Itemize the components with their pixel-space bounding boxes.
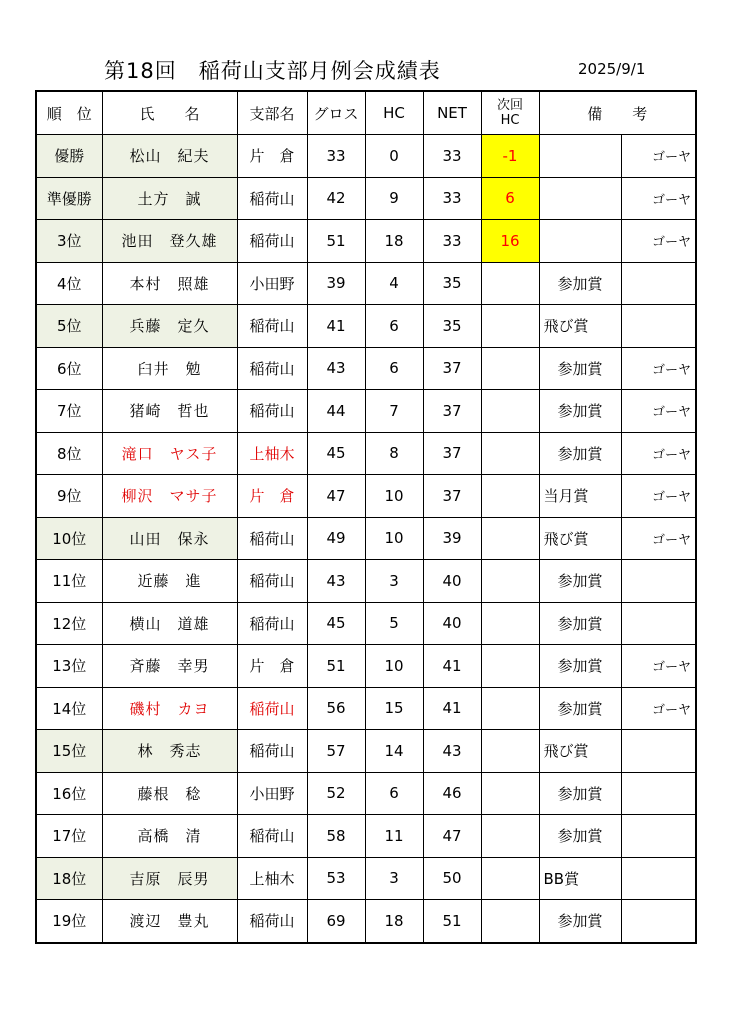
branch-cell: 稲荷山: [237, 347, 307, 390]
next-hc-cell: [481, 645, 539, 688]
table-row: [36, 347, 696, 390]
net-cell: 50: [423, 857, 481, 900]
next-hc-cell: 6: [481, 177, 539, 220]
remark-cell: 飛び賞: [539, 730, 621, 773]
name-cell: 近藤 進: [102, 560, 237, 603]
hc-cell: 18: [365, 900, 423, 943]
hc-cell: 15: [365, 687, 423, 730]
goya-cell: ゴーヤ: [621, 432, 696, 475]
header-rank: 順 位: [36, 91, 102, 135]
table-row: [36, 900, 696, 943]
next-hc-cell: [481, 687, 539, 730]
branch-cell: 稲荷山: [237, 900, 307, 943]
header-next-hc-line2: HC: [500, 113, 520, 128]
goya-cell: ゴーヤ: [621, 177, 696, 220]
hc-cell: 6: [365, 305, 423, 348]
rank-cell: 8位: [36, 432, 102, 475]
net-cell: 47: [423, 815, 481, 858]
remark-cell: 参加賞: [539, 347, 621, 390]
remark-cell: BB賞: [539, 857, 621, 900]
hc-cell: 6: [365, 347, 423, 390]
gross-cell: 52: [307, 772, 365, 815]
rank-cell: 19位: [36, 900, 102, 943]
table-row: [36, 177, 696, 220]
branch-cell: 稲荷山: [237, 177, 307, 220]
branch-cell: 片 倉: [237, 475, 307, 518]
hc-cell: 3: [365, 857, 423, 900]
goya-cell: [621, 730, 696, 773]
branch-cell: 稲荷山: [237, 815, 307, 858]
gross-cell: 53: [307, 857, 365, 900]
rank-cell: 13位: [36, 645, 102, 688]
header-gross: グロス: [307, 91, 365, 135]
goya-cell: [621, 602, 696, 645]
table-row: [36, 305, 696, 348]
gross-cell: 58: [307, 815, 365, 858]
remark-cell: 参加賞: [539, 602, 621, 645]
next-hc-cell: [481, 730, 539, 773]
rank-cell: 17位: [36, 815, 102, 858]
rank-cell: 14位: [36, 687, 102, 730]
header-next-hc-line1: 次回: [496, 98, 523, 113]
name-cell: 磯村 カヨ: [102, 687, 237, 730]
gross-cell: 44: [307, 390, 365, 433]
hc-cell: 10: [365, 475, 423, 518]
branch-cell: 稲荷山: [237, 390, 307, 433]
next-hc-cell: [481, 390, 539, 433]
remark-cell: 参加賞: [539, 815, 621, 858]
remark-cell: 参加賞: [539, 900, 621, 943]
remark-cell: 飛び賞: [539, 517, 621, 560]
remark-cell: [539, 135, 621, 178]
goya-cell: ゴーヤ: [621, 135, 696, 178]
gross-cell: 49: [307, 517, 365, 560]
gross-cell: 42: [307, 177, 365, 220]
branch-cell: 上柚木: [237, 432, 307, 475]
table-row: [36, 220, 696, 263]
goya-cell: [621, 815, 696, 858]
remark-cell: [539, 220, 621, 263]
rank-cell: 15位: [36, 730, 102, 773]
header-net: NET: [423, 91, 481, 135]
table-row: [36, 602, 696, 645]
next-hc-cell: [481, 262, 539, 305]
results-table: [35, 90, 697, 944]
results-body: [36, 135, 696, 943]
name-cell: 松山 紀夫: [102, 135, 237, 178]
goya-cell: ゴーヤ: [621, 475, 696, 518]
rank-cell: 10位: [36, 517, 102, 560]
next-hc-cell: [481, 517, 539, 560]
net-cell: 41: [423, 645, 481, 688]
next-hc-cell: [481, 347, 539, 390]
gross-cell: 51: [307, 220, 365, 263]
name-cell: 山田 保永: [102, 517, 237, 560]
header-remarks: 備 考: [539, 91, 696, 135]
rank-cell: 11位: [36, 560, 102, 603]
next-hc-cell: [481, 432, 539, 475]
name-cell: 高橋 清: [102, 815, 237, 858]
remark-cell: 当月賞: [539, 475, 621, 518]
next-hc-cell: [481, 560, 539, 603]
remark-cell: 参加賞: [539, 772, 621, 815]
hc-cell: 3: [365, 560, 423, 603]
goya-cell: ゴーヤ: [621, 687, 696, 730]
branch-cell: 小田野: [237, 772, 307, 815]
gross-cell: 45: [307, 602, 365, 645]
net-cell: 37: [423, 475, 481, 518]
net-cell: 41: [423, 687, 481, 730]
net-cell: 35: [423, 262, 481, 305]
rank-cell: 優勝: [36, 135, 102, 178]
table-row: [36, 815, 696, 858]
hc-cell: 18: [365, 220, 423, 263]
gross-cell: 57: [307, 730, 365, 773]
goya-cell: ゴーヤ: [621, 220, 696, 263]
next-hc-cell: [481, 602, 539, 645]
name-cell: 臼井 勉: [102, 347, 237, 390]
net-cell: 39: [423, 517, 481, 560]
gross-cell: 56: [307, 687, 365, 730]
net-cell: 37: [423, 347, 481, 390]
goya-cell: [621, 262, 696, 305]
branch-cell: 小田野: [237, 262, 307, 305]
hc-cell: 5: [365, 602, 423, 645]
name-cell: 林 秀志: [102, 730, 237, 773]
next-hc-cell: 16: [481, 220, 539, 263]
rank-cell: 9位: [36, 475, 102, 518]
rank-cell: 18位: [36, 857, 102, 900]
hc-cell: 8: [365, 432, 423, 475]
rank-cell: 16位: [36, 772, 102, 815]
hc-cell: 10: [365, 645, 423, 688]
goya-cell: ゴーヤ: [621, 390, 696, 433]
table-row: [36, 262, 696, 305]
branch-cell: 稲荷山: [237, 730, 307, 773]
name-cell: 斉藤 幸男: [102, 645, 237, 688]
table-row: [36, 772, 696, 815]
remark-cell: 参加賞: [539, 645, 621, 688]
rank-cell: 6位: [36, 347, 102, 390]
branch-cell: 稲荷山: [237, 602, 307, 645]
name-cell: 土方 誠: [102, 177, 237, 220]
net-cell: 40: [423, 602, 481, 645]
gross-cell: 45: [307, 432, 365, 475]
table-row: [36, 517, 696, 560]
rank-cell: 3位: [36, 220, 102, 263]
goya-cell: [621, 305, 696, 348]
hc-cell: 10: [365, 517, 423, 560]
next-hc-cell: [481, 772, 539, 815]
goya-cell: ゴーヤ: [621, 517, 696, 560]
name-cell: 吉原 辰男: [102, 857, 237, 900]
remark-cell: [539, 177, 621, 220]
branch-cell: 片 倉: [237, 645, 307, 688]
rank-cell: 5位: [36, 305, 102, 348]
next-hc-cell: [481, 815, 539, 858]
goya-cell: [621, 772, 696, 815]
rank-cell: 7位: [36, 390, 102, 433]
net-cell: 43: [423, 730, 481, 773]
gross-cell: 41: [307, 305, 365, 348]
hc-cell: 11: [365, 815, 423, 858]
gross-cell: 33: [307, 135, 365, 178]
goya-cell: [621, 560, 696, 603]
table-row: [36, 390, 696, 433]
name-cell: 滝口 ヤス子: [102, 432, 237, 475]
table-row: [36, 135, 696, 178]
branch-cell: 稲荷山: [237, 305, 307, 348]
hc-cell: 6: [365, 772, 423, 815]
branch-cell: 片 倉: [237, 135, 307, 178]
name-cell: 兵藤 定久: [102, 305, 237, 348]
next-hc-cell: -1: [481, 135, 539, 178]
report-date: 2025/9/1: [578, 60, 646, 78]
page-title: 第18回 稲荷山支部月例会成績表: [104, 59, 441, 83]
name-cell: 横山 道雄: [102, 602, 237, 645]
gross-cell: 47: [307, 475, 365, 518]
rank-cell: 4位: [36, 262, 102, 305]
next-hc-cell: [481, 475, 539, 518]
goya-cell: [621, 857, 696, 900]
name-cell: 本村 照雄: [102, 262, 237, 305]
net-cell: 46: [423, 772, 481, 815]
name-cell: 渡辺 豊丸: [102, 900, 237, 943]
header-row: [36, 91, 696, 135]
hc-cell: 0: [365, 135, 423, 178]
name-cell: 柳沢 マサ子: [102, 475, 237, 518]
remark-cell: 参加賞: [539, 432, 621, 475]
net-cell: 33: [423, 177, 481, 220]
header-branch: 支部名: [237, 91, 307, 135]
gross-cell: 69: [307, 900, 365, 943]
hc-cell: 7: [365, 390, 423, 433]
hc-cell: 4: [365, 262, 423, 305]
table-row: [36, 687, 696, 730]
branch-cell: 稲荷山: [237, 220, 307, 263]
goya-cell: ゴーヤ: [621, 645, 696, 688]
remark-cell: 参加賞: [539, 390, 621, 433]
name-cell: 猪崎 哲也: [102, 390, 237, 433]
next-hc-cell: [481, 305, 539, 348]
table-row: [36, 645, 696, 688]
next-hc-cell: [481, 900, 539, 943]
goya-cell: [621, 900, 696, 943]
net-cell: 37: [423, 390, 481, 433]
remark-cell: 参加賞: [539, 687, 621, 730]
remark-cell: 参加賞: [539, 262, 621, 305]
branch-cell: 稲荷山: [237, 517, 307, 560]
net-cell: 33: [423, 220, 481, 263]
table-row: [36, 432, 696, 475]
hc-cell: 14: [365, 730, 423, 773]
remark-cell: 参加賞: [539, 560, 621, 603]
remark-cell: 飛び賞: [539, 305, 621, 348]
branch-cell: 稲荷山: [237, 560, 307, 603]
net-cell: 33: [423, 135, 481, 178]
table-row: [36, 560, 696, 603]
gross-cell: 43: [307, 560, 365, 603]
rank-cell: 準優勝: [36, 177, 102, 220]
net-cell: 35: [423, 305, 481, 348]
goya-cell: ゴーヤ: [621, 347, 696, 390]
net-cell: 40: [423, 560, 481, 603]
header-hc: HC: [365, 91, 423, 135]
table-row: [36, 475, 696, 518]
hc-cell: 9: [365, 177, 423, 220]
gross-cell: 51: [307, 645, 365, 688]
table-row: [36, 730, 696, 773]
header-name: 氏 名: [102, 91, 237, 135]
header-next-hc: [481, 91, 539, 135]
name-cell: 藤根 稔: [102, 772, 237, 815]
rank-cell: 12位: [36, 602, 102, 645]
name-cell: 池田 登久雄: [102, 220, 237, 263]
table-row: [36, 857, 696, 900]
gross-cell: 39: [307, 262, 365, 305]
next-hc-cell: [481, 857, 539, 900]
branch-cell: 上柚木: [237, 857, 307, 900]
net-cell: 37: [423, 432, 481, 475]
net-cell: 51: [423, 900, 481, 943]
branch-cell: 稲荷山: [237, 687, 307, 730]
gross-cell: 43: [307, 347, 365, 390]
